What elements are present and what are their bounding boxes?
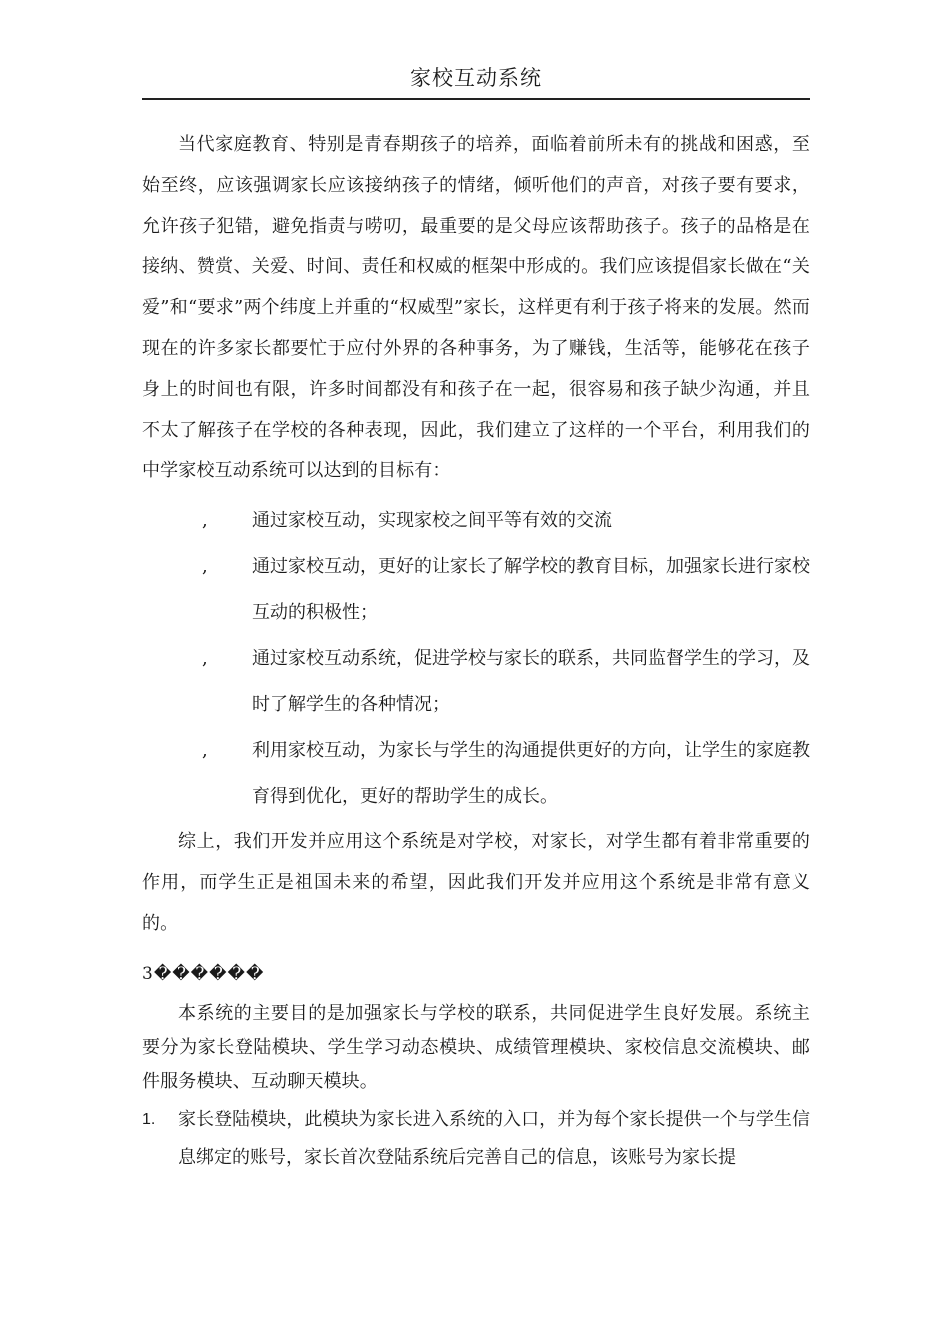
module-item [142, 1101, 810, 1177]
bullet-mark: , [202, 740, 208, 762]
goal-item [142, 728, 810, 820]
bullet-mark: , [202, 510, 208, 532]
bullet-mark: , [202, 648, 208, 670]
section-heading: 3������ [142, 963, 265, 984]
summary-paragraph: 综上，我们开发并应用这个系统是对学校，对家长，对学生都有着非常重要的作用，而学生正是祖国未来的希望，因此我们开发并应用这个系统是非常有意义的。 [142, 831, 810, 934]
header-divider [142, 98, 810, 100]
page-header-title: 家校互动系统 [410, 66, 542, 90]
goal-item [142, 636, 810, 728]
goal-text: 通过家校互动系统，促进学校与家长的联系，共同监督学生的学习，及时了解学生的各种情况； [252, 648, 810, 716]
bullet-mark: , [202, 556, 208, 578]
goal-item [142, 544, 810, 636]
goal-text: 通过家校互动，实现家校之间平等有效的交流 [252, 510, 612, 532]
module-number: 1. [142, 1110, 156, 1128]
section-paragraph: 本系统的主要目的是加强家长与学校的联系，共同促进学生良好发展。系统主要分为家长登陆模块、学生学习动态模块、成绩管理模块、家校信息交流模块、邮件服务模块、互动聊天模块。 [142, 1002, 810, 1092]
document-body [142, 125, 810, 1177]
module-text: 家长登陆模块，此模块为家长进入系统的入口，并为每个家长提供一个与学生信息绑定的账号，家长首次登陆系统后完善自己的信息，该账号为家长提 [178, 1108, 810, 1168]
intro-paragraph: 当代家庭教育、特别是青春期孩子的培养，面临着前所未有的挑战和困惑，至始至终，应该强调家长应该接纳孩子的情绪，倾听他们的声音，对孩子要有要求，允许孩子犯错，避免指责与唠叨，最重要的是父母应该帮助孩子。孩子的品格是在接纳、赞赏、关爱、时间、责任和权威的框架中形成的。我们应该提倡家长做在“关爱”和“要求”两个纬度上并重的“权威型”家长，这样更有利于孩子将来的发展。然而现在的许多家长都要忙于应付外界的各种事务，为了赚钱，生活等，能够花在孩子身上的时间也有限，许多时间都没有和孩子在一起，很容易和孩子缺少沟通，并且不太了解孩子在学校的各种表现，因此，我们建立了这样的一个平台，利用我们的中学家校互动系统可以达到的目标有： [142, 134, 810, 482]
goal-item [142, 498, 810, 544]
goals-list [142, 498, 810, 820]
goal-text: 通过家校互动，更好的让家长了解学校的教育目标，加强家长进行家校互动的积极性； [252, 556, 810, 624]
goal-text: 利用家校互动，为家长与学生的沟通提供更好的方向，让学生的家庭教育得到优化，更好的帮助学生的成长。 [252, 740, 810, 808]
